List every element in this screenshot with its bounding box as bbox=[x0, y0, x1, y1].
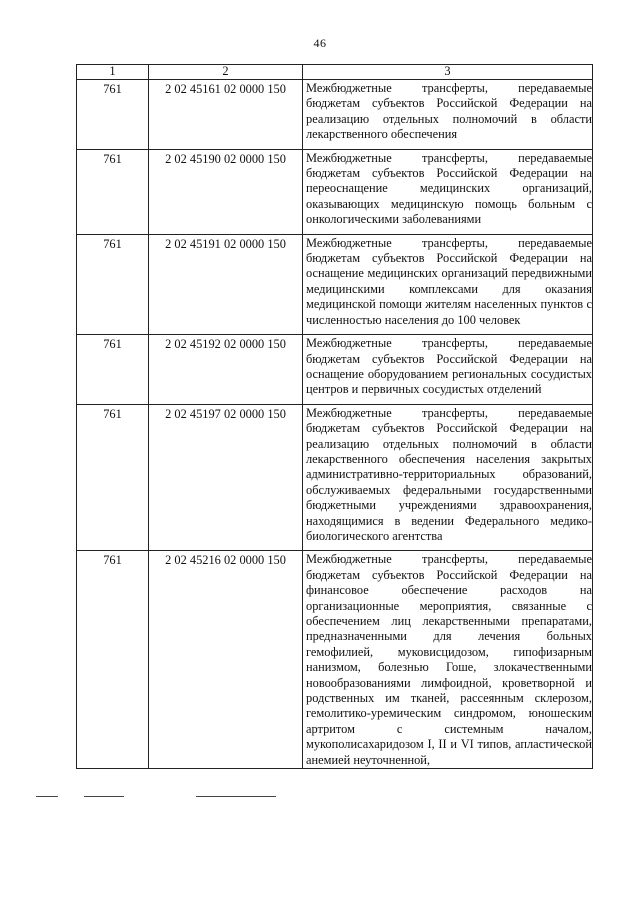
table-row bbox=[77, 551, 593, 769]
admin-code-cell: 761 bbox=[77, 551, 149, 769]
admin-code-cell: 761 bbox=[77, 80, 149, 150]
revenue-name-cell: Межбюджетные трансферты, передаваемые бюджетам субъектов Российской Федерации на оснащение оборудованием региональных сосудистых центров и первичных сосудистых отделений bbox=[303, 335, 593, 405]
budget-codes-table bbox=[76, 64, 593, 769]
budget-code-cell: 2 02 45191 02 0000 150 bbox=[149, 234, 303, 334]
table-header bbox=[77, 65, 593, 80]
table-row bbox=[77, 149, 593, 234]
revenue-name-cell: Межбюджетные трансферты, передаваемые бюджетам субъектов Российской Федерации на реализацию отдельных полномочий в области лекарственного обеспечения bbox=[303, 80, 593, 150]
table-row bbox=[77, 404, 593, 551]
header-row bbox=[77, 65, 593, 80]
page-number: 46 bbox=[313, 36, 327, 50]
admin-code-cell: 761 bbox=[77, 335, 149, 405]
budget-code-cell: 2 02 45192 02 0000 150 bbox=[149, 335, 303, 405]
table-row bbox=[77, 234, 593, 334]
column-header-admin-code: 1 bbox=[77, 65, 149, 80]
budget-code-cell: 2 02 45216 02 0000 150 bbox=[149, 551, 303, 769]
column-header-name: 3 bbox=[303, 65, 593, 80]
budget-code-cell: 2 02 45161 02 0000 150 bbox=[149, 80, 303, 150]
scan-artifact-line bbox=[36, 796, 58, 797]
table-row bbox=[77, 80, 593, 150]
scan-artifact-line bbox=[196, 796, 276, 797]
revenue-name-cell: Межбюджетные трансферты, передаваемые бюджетам субъектов Российской Федерации на переоснащение медицинских организаций, оказывающих медицинскую помощь больным с онкологическими заболеваниями bbox=[303, 149, 593, 234]
revenue-name-cell: Межбюджетные трансферты, передаваемые бюджетам субъектов Российской Федерации на финансовое обеспечение расходов на организационные мероприятия, связанные с обеспечением лиц лекарственными препаратами, предназначенными для лечения больных гемофилией, муковисцидозом, гипофизарным нанизмом, болезнью Гоше, злокачественными новообразованиями лимфоидной, кроветворной и родственных им тканей, рассеянным склерозом, гемолитико-уремическим синдромом, юношеским артритом с системным началом, мукополисахаридозом I, II и VI типов, апластической анемией неуточненной, bbox=[303, 551, 593, 769]
scan-artifact-line bbox=[84, 796, 124, 797]
table-body bbox=[77, 80, 593, 769]
table-row bbox=[77, 335, 593, 405]
revenue-name-cell: Межбюджетные трансферты, передаваемые бюджетам субъектов Российской Федерации на оснащение медицинских организаций передвижными медицинскими комплексами для оказания медицинской помощи жителям населенных пунктов с численностью населения до 100 человек bbox=[303, 234, 593, 334]
budget-code-cell: 2 02 45197 02 0000 150 bbox=[149, 404, 303, 551]
admin-code-cell: 761 bbox=[77, 234, 149, 334]
admin-code-cell: 761 bbox=[77, 404, 149, 551]
admin-code-cell: 761 bbox=[77, 149, 149, 234]
budget-code-cell: 2 02 45190 02 0000 150 bbox=[149, 149, 303, 234]
column-header-budget-code: 2 bbox=[149, 65, 303, 80]
revenue-name-cell: Межбюджетные трансферты, передаваемые бюджетам субъектов Российской Федерации на реализацию отдельных полномочий в области лекарственного обеспечения населения закрытых административно-территориальных образований, обслуживаемых федеральными государственными бюджетными учреждениями здравоохранения, находящимися в ведении Федерального медико-биологического агентства bbox=[303, 404, 593, 551]
